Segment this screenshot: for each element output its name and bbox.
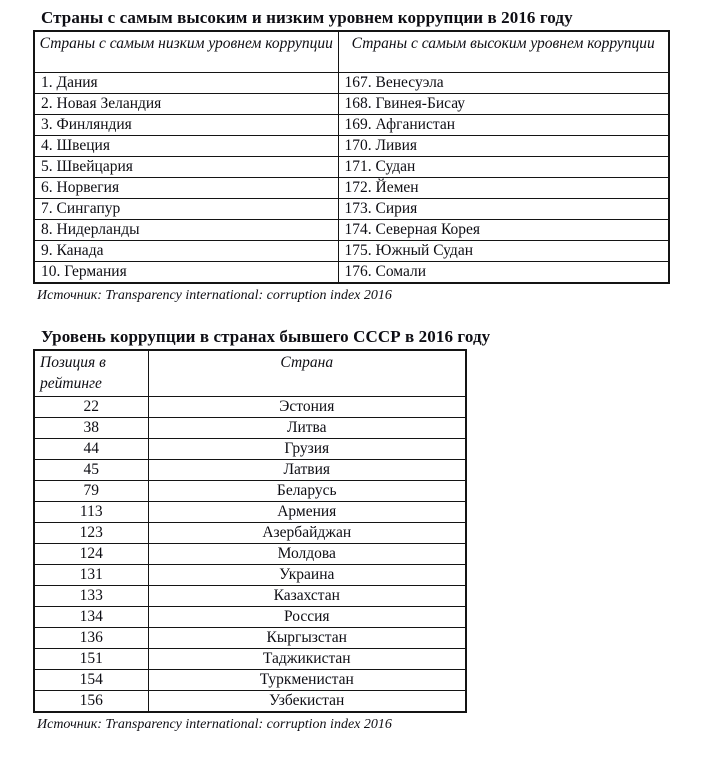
table1-header-lowest-corruption: Страны с самым низким уровнем коррупции: [34, 31, 338, 72]
table-cell: 171. Судан: [338, 156, 669, 177]
country-pair-row: [34, 198, 669, 219]
table2-header-rank-position: Позиция в рейтинге: [34, 350, 148, 397]
table-cell: Беларусь: [148, 480, 466, 501]
table1-source-note: Источник: Transparency international: corruption index 2016: [37, 287, 392, 303]
country-pair-row: [34, 135, 669, 156]
ussr-country-row: [34, 585, 466, 606]
ussr-country-row: [34, 501, 466, 522]
ussr-country-row: [34, 648, 466, 669]
country-pair-row: [34, 72, 669, 93]
table1-title: Страны с самым высоким и низким уровнем коррупции в 2016 году: [41, 8, 573, 27]
table-cell: Литва: [148, 417, 466, 438]
table-cell: 169. Афганистан: [338, 114, 669, 135]
country-pair-row: [34, 219, 669, 240]
table-cell: Молдова: [148, 543, 466, 564]
table-cell: Таджикистан: [148, 648, 466, 669]
table2-header-country: Страна: [148, 350, 466, 397]
table-cell: 176. Сомали: [338, 261, 669, 283]
ussr-country-row: [34, 543, 466, 564]
table-cell: 3. Финляндия: [34, 114, 338, 135]
ussr-country-row: [34, 690, 466, 712]
table-cell: 134: [34, 606, 148, 627]
section-ussr-2016: [33, 326, 720, 733]
table-cell: 10. Германия: [34, 261, 338, 283]
ussr-country-row: [34, 669, 466, 690]
country-pair-row: [34, 240, 669, 261]
ussr-country-row: [34, 417, 466, 438]
country-pair-row: [34, 156, 669, 177]
table-cell: Казахстан: [148, 585, 466, 606]
table-cell: 113: [34, 501, 148, 522]
table-cell: 5. Швейцария: [34, 156, 338, 177]
table-cell: 45: [34, 459, 148, 480]
table-cell: 170. Ливия: [338, 135, 669, 156]
ussr-country-row: [34, 438, 466, 459]
table2-source-note: Источник: Transparency international: corruption index 2016: [37, 716, 392, 732]
ussr-country-row: [34, 627, 466, 648]
table-cell: 79: [34, 480, 148, 501]
table-cell: 175. Южный Судан: [338, 240, 669, 261]
ussr-country-row: [34, 606, 466, 627]
table-cell: 133: [34, 585, 148, 606]
country-pair-row: [34, 261, 669, 283]
table2-title: Уровень коррупции в странах бывшего СССР в 2016 году: [41, 326, 491, 346]
table-cell: Кыргызстан: [148, 627, 466, 648]
table-cell: 1. Дания: [34, 72, 338, 93]
table1-header-highest-corruption: Страны с самым высоким уровнем коррупции: [338, 31, 669, 72]
table-cell: Украина: [148, 564, 466, 585]
table-ussr-corruption-ranking: [33, 349, 467, 713]
table-cell: 156: [34, 690, 148, 712]
country-pair-row: [34, 93, 669, 114]
table-cell: 2. Новая Зеландия: [34, 93, 338, 114]
table-cell: Латвия: [148, 459, 466, 480]
table-cell: 124: [34, 543, 148, 564]
table-cell: Армения: [148, 501, 466, 522]
ussr-country-row: [34, 459, 466, 480]
table-cell: Азербайджан: [148, 522, 466, 543]
table-cell: 167. Венесуэла: [338, 72, 669, 93]
table-cell: 131: [34, 564, 148, 585]
table-cell: 38: [34, 417, 148, 438]
table-corruption-extremes: [33, 30, 670, 284]
table-cell: Грузия: [148, 438, 466, 459]
ussr-country-row: [34, 396, 466, 417]
section-extremes-2016: [33, 7, 720, 304]
table-cell: 6. Норвегия: [34, 177, 338, 198]
table1-header-row: [34, 31, 669, 72]
table2-body: [34, 396, 466, 712]
table-cell: 136: [34, 627, 148, 648]
table-cell: Узбекистан: [148, 690, 466, 712]
table-cell: 7. Сингапур: [34, 198, 338, 219]
table-cell: 168. Гвинея-Бисау: [338, 93, 669, 114]
table1-body: [34, 72, 669, 283]
country-pair-row: [34, 114, 669, 135]
ussr-country-row: [34, 564, 466, 585]
ussr-country-row: [34, 522, 466, 543]
ussr-country-row: [34, 480, 466, 501]
table-cell: 151: [34, 648, 148, 669]
table-cell: 173. Сирия: [338, 198, 669, 219]
table-cell: 172. Йемен: [338, 177, 669, 198]
table-cell: 8. Нидерланды: [34, 219, 338, 240]
table-cell: 4. Швеция: [34, 135, 338, 156]
table-cell: 22: [34, 396, 148, 417]
table-cell: Россия: [148, 606, 466, 627]
table-cell: 123: [34, 522, 148, 543]
table-cell: 154: [34, 669, 148, 690]
table-cell: 44: [34, 438, 148, 459]
table-cell: 9. Канада: [34, 240, 338, 261]
table-cell: Эстония: [148, 396, 466, 417]
table-cell: 174. Северная Корея: [338, 219, 669, 240]
country-pair-row: [34, 177, 669, 198]
table-cell: Туркменистан: [148, 669, 466, 690]
table2-header-row: [34, 350, 466, 397]
